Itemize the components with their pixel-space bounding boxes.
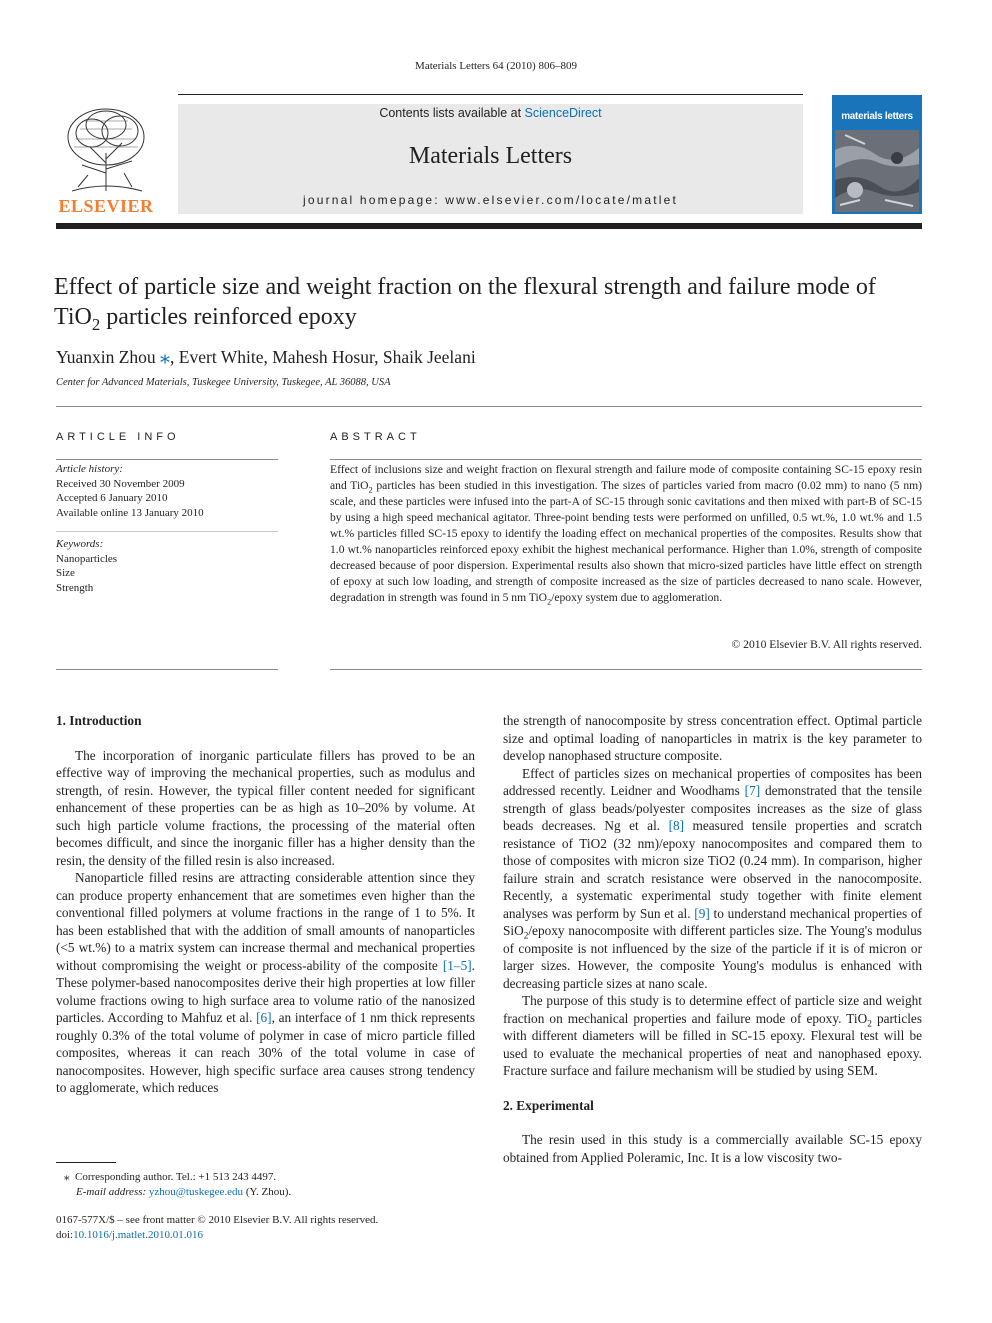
keyword-item: Size — [56, 567, 75, 580]
doi-prefix: doi: — [56, 1229, 74, 1241]
abstract-text: Effect of inclusions size and weight fraction on flexural strength and failure mode of composite containing SC-15 epoxy resin and TiO$_2$ particles has been studied in this investigation. The sizes of particles varied from macro (0.02 mm) to nano (5 nm) scale, and these particles were infused into the part-A of SC-15 through sonic cavitations and then mixed with part-B of SC-15 by using a high speed mechanical agitator. Three-point bending tests were performed on unfilled, 0.5 wt.%, 1.0 wt.% and 1.5 wt.% particles filled SC-15 epoxy to identify the loading effect on mechanical properties of the composites. Results show that 1.0 wt.% nanoparticles reinforced epoxy exhibit the highest mechanical performance. Higher than 1.0%, strength of composite decreased because of poor dispersion. Experimental results also shown that micro-sized particles have little effect on strength of epoxy at such low loading, and strength of composite increased as the size of particles decreased to nano scale. However, degradation in strength was found in 5 nm TiO$_2$/epoxy system due to agglomeration. — [330, 463, 922, 607]
corresponding-author-mark[interactable]: ⁎ — [160, 346, 171, 368]
article-history — [56, 462, 278, 520]
citation-link[interactable]: [7] — [744, 783, 761, 798]
intro-paragraph-3: Effect of particles sizes on mechanical properties of composites has been addressed recently. Leidner and Woodhams [7] demonstrated that the tensile strength of glass beads/polyester composites increases as the size of glass beads decreases. Ng et al. [8] measured tensile properties and scratch resistance of TiO2 (32 nm)/epoxy nanocomposites and compared them to those of composites with micron size TiO2 (0.24 mm). In comparison, higher failure strain and scratch resistance were observed in the nanocomposite. Recently, a systematic experimental study together with finite element analyses was perform by Sun et al. [9] to understand mechanical properties of SiO$_2$/epoxy nanocomposite with different particles size. The Young's modulus of composite is not influenced by the size of the particle if it is of micron or larger sizes. However, the composite Young's modulus is enhanced with decreasing particle sizes at nano scale. — [503, 765, 922, 991]
experimental-paragraph-1: The resin used in this study is a commercially available SC-15 epoxy obtained from Applied Poleramic, Inc. It is a low viscosity two- — [503, 1132, 922, 1165]
sciencedirect-link[interactable]: ScienceDirect — [524, 106, 602, 120]
keywords — [56, 537, 278, 595]
footnote-rule — [56, 1162, 116, 1163]
journal-cover — [832, 95, 922, 214]
elsevier-wordmark: ELSEVIER — [58, 196, 154, 216]
keyword-item: Nanoparticles — [56, 552, 118, 565]
abstract-bottom-rule — [330, 669, 922, 670]
abstract-heading: ABSTRACT — [330, 431, 421, 443]
keywords-label: Keywords: — [56, 538, 104, 550]
article-info-heading: ARTICLE INFO — [56, 431, 180, 443]
issn-line: 0167-577X/$ – see front matter © 2010 Elsevier B.V. All rights reserved. — [56, 1214, 379, 1226]
email-label: E-mail address: — [76, 1186, 147, 1198]
citation-link[interactable]: [8] — [668, 818, 685, 833]
title-line-2: TiO$_2$ particles reinforced epoxy — [54, 304, 357, 334]
email-link[interactable]: yzhou@tuskegee.edu — [148, 1186, 244, 1198]
accepted-date: Accepted 6 January 2010 — [56, 492, 168, 505]
contents-prefix: Contents lists available at — [379, 106, 525, 120]
body-column-right — [503, 712, 922, 1166]
contents-line — [178, 106, 803, 120]
intro-paragraph-1: The incorporation of inorganic particulate fillers has proved to be an effective way of improving the mechanical properties, such as modulus and strength, of resin. However, the typical filler content needed for significant enhancement of these properties can be as high as 10–20% by volume. At such high particle volume fractions, the processing of the material often becomes difficult, and since the inorganic filler has a higher density than the resin, the density of the filled resin is also increased. — [56, 747, 475, 868]
running-citation: Materials Letters 64 (2010) 806–809 — [415, 60, 577, 72]
keywords-rule — [56, 531, 278, 532]
doi-link[interactable]: 10.1016/j.matlet.2010.01.016 — [73, 1229, 203, 1241]
citation-link[interactable]: [9] — [694, 905, 710, 921]
citation-link[interactable]: [1–5] — [442, 957, 472, 973]
section-heading-experimental: 2. Experimental — [503, 1097, 594, 1113]
article-info-rule — [56, 459, 278, 460]
abstract-copyright: © 2010 Elsevier B.V. All rights reserved. — [731, 638, 922, 651]
article-title — [54, 272, 934, 332]
citation-link[interactable]: [6] — [256, 1010, 272, 1025]
cover-micrograph-image — [835, 130, 919, 212]
online-date: Available online 13 January 2010 — [56, 506, 204, 519]
keyword-item: Strength — [56, 581, 94, 594]
author-corresponding: Yuanxin Zhou — [56, 347, 156, 367]
history-label: Article history: — [56, 463, 123, 475]
authors-rest: , Evert White, Mahesh Hosur, Shaik Jeelani — [170, 347, 476, 367]
header-thick-rule — [56, 223, 922, 229]
journal-homepage[interactable]: journal homepage: www.elsevier.com/locate/matlet — [302, 193, 679, 207]
affiliation: Center for Advanced Materials, Tuskegee University, Tuskegee, AL 36088, USA — [56, 377, 391, 388]
body-column-left — [56, 712, 475, 1097]
footnote-corr-text: Corresponding author. Tel.: +1 513 243 4497. — [75, 1171, 277, 1183]
header-top-rule — [178, 94, 803, 95]
journal-name: Materials Letters — [408, 143, 573, 169]
intro-paragraph-2-cont: the strength of nanocomposite by stress concentration effect. Optimal particle size and optimal loading of nanoparticles in matrix is the key parameter to develop nanophased structure composite. — [503, 713, 922, 763]
intro-paragraph-2: Nanoparticle filled resins are attracting considerable attention since they can produce property enhancement that are sometimes even higher than the conventional filled polymers at volume fractions in the range of 1 to 5%. It has been established that with the addition of small amounts of nanoparticles (<5 wt.%) to a matrix system can increase thermal and mechanical properties without compromising the weight or process-ability of the composite [1–5]. These polymer-based nanocomposites derive their high properties at low filler volume fractions owing to high surface area to volume ratio of the nanosized particles. According to Mahfuz et al. [6], an interface of 1 nm thick represents roughly 0.3% of the total volume of polymer in case of micro particle filled composites, whereas it can reach 30% of the total volume in case of nanocomposites. However, high specific surface area causes strong tendency to agglomerate, which reduces — [56, 870, 475, 1095]
section-heading-introduction: 1. Introduction — [56, 713, 142, 728]
footnote-mark: ⁎ — [64, 1171, 70, 1183]
cover-title: materials letters — [841, 111, 913, 122]
affiliation-rule — [56, 406, 922, 407]
footnote-corresponding — [56, 1170, 476, 1200]
email-suffix: (Y. Zhou). — [245, 1186, 292, 1198]
abstract-rule — [330, 459, 922, 460]
author-list — [56, 344, 476, 369]
front-matter — [56, 1213, 476, 1243]
article-info-bottom-rule — [56, 669, 278, 670]
intro-paragraph-4: The purpose of this study is to determine effect of particle size and weight fraction on mechanical properties and failure mode of epoxy. TiO$_2$ particles with different diameters will be filled in SC-15 epoxy. Flexural test will be used to evaluate the mechanical properties of neat and nanophased epoxy. Fracture surface and failure mechanism will be studied by using SEM. — [503, 993, 922, 1078]
received-date: Received 30 November 2009 — [56, 477, 185, 490]
title-line-1: Effect of particle size and weight fraction on the flexural strength and failure mode of — [54, 274, 876, 300]
